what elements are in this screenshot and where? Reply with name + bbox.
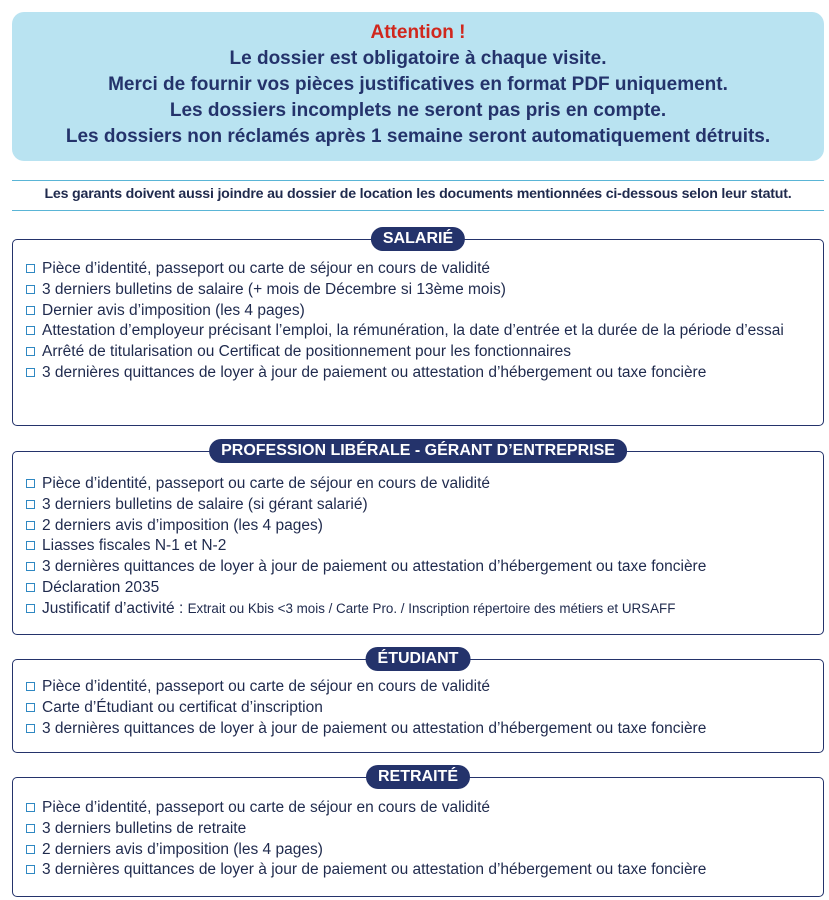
list-item: Justificatif d’activité : Extrait ou Kbis <3 mois / Carte Pro. / Inscription répertoire des métiers et URSAFF <box>26 599 823 620</box>
list-item: Pièce d’identité, passeport ou carte de séjour en cours de validité <box>26 474 823 495</box>
section-title: RETRAITÉ <box>366 765 470 789</box>
banner-title: Attention ! <box>370 22 466 43</box>
list-item: 3 derniers bulletins de salaire (+ mois de Décembre si 13ème mois) <box>26 280 823 301</box>
document-list <box>13 798 823 881</box>
intro-text: Les garants doivent aussi joindre au dossier de location les documents mentionnées ci-dessous selon leur statut. <box>44 186 792 202</box>
list-item: Carte d’Étudiant ou certificat d’inscription <box>26 698 823 719</box>
banner-line: Le dossier est obligatoire à chaque visite. <box>229 48 607 69</box>
checkbox-icon <box>26 500 35 509</box>
checkbox-icon <box>26 521 35 530</box>
checkbox-icon <box>26 724 35 733</box>
list-item: Arrêté de titularisation ou Certificat de positionnement pour les fonctionnaires <box>26 342 823 363</box>
checkbox-icon <box>26 824 35 833</box>
checkbox-icon <box>26 326 35 335</box>
checkbox-icon <box>26 682 35 691</box>
checkbox-icon <box>26 306 35 315</box>
section-profession-liberale <box>12 442 824 635</box>
checkbox-icon <box>26 845 35 854</box>
document-list <box>13 259 823 384</box>
section-etudiant <box>12 650 824 753</box>
list-item: Dernier avis d’imposition (les 4 pages) <box>26 301 823 322</box>
checkbox-icon <box>26 562 35 571</box>
banner-line: Les dossiers non réclamés après 1 semaine seront automatiquement détruits. <box>65 126 771 147</box>
checkbox-icon <box>26 264 35 273</box>
list-item: Attestation d’employeur précisant l’emploi, la rémunération, la date d’entrée et la durée de la période d’essai <box>26 321 823 342</box>
checkbox-icon <box>26 803 35 812</box>
list-item: Liasses fiscales N-1 et N-2 <box>26 536 823 557</box>
banner-line: Merci de fournir vos pièces justificatives en format PDF uniquement. <box>108 74 728 95</box>
attention-banner <box>12 12 824 161</box>
section-salarie <box>12 230 824 426</box>
document-list <box>13 677 823 739</box>
section-title: SALARIÉ <box>371 227 465 251</box>
checkbox-icon <box>26 479 35 488</box>
checkbox-icon <box>26 865 35 874</box>
list-item: Pièce d’identité, passeport ou carte de séjour en cours de validité <box>26 259 823 280</box>
divider <box>12 210 824 211</box>
list-item: 2 derniers avis d’imposition (les 4 pages) <box>26 840 823 861</box>
list-item: 2 derniers avis d’imposition (les 4 pages) <box>26 516 823 537</box>
checkbox-icon <box>26 368 35 377</box>
section-title: PROFESSION LIBÉRALE - GÉRANT D’ENTREPRISE <box>209 439 627 463</box>
section-retraite <box>12 768 824 897</box>
document-list <box>13 474 823 620</box>
list-item: 3 dernières quittances de loyer à jour de paiement ou attestation d’hébergement ou taxe foncière <box>26 363 823 384</box>
list-item: 3 derniers bulletins de salaire (si gérant salarié) <box>26 495 823 516</box>
checkbox-icon <box>26 604 35 613</box>
divider <box>12 180 824 181</box>
list-item: 3 dernières quittances de loyer à jour de paiement ou attestation d’hébergement ou taxe foncière <box>26 557 823 578</box>
checkbox-icon <box>26 347 35 356</box>
checkbox-icon <box>26 583 35 592</box>
list-item: 3 dernières quittances de loyer à jour de paiement ou attestation d’hébergement ou taxe foncière <box>26 719 823 740</box>
section-title: ÉTUDIANT <box>366 647 471 671</box>
list-item: Pièce d’identité, passeport ou carte de séjour en cours de validité <box>26 677 823 698</box>
banner-line: Les dossiers incomplets ne seront pas pris en compte. <box>169 100 667 121</box>
list-item: 3 dernières quittances de loyer à jour de paiement ou attestation d’hébergement ou taxe foncière <box>26 860 823 881</box>
list-item: Pièce d’identité, passeport ou carte de séjour en cours de validité <box>26 798 823 819</box>
checkbox-icon <box>26 703 35 712</box>
list-item: 3 derniers bulletins de retraite <box>26 819 823 840</box>
list-item: Déclaration 2035 <box>26 578 823 599</box>
checkbox-icon <box>26 285 35 294</box>
checkbox-icon <box>26 541 35 550</box>
